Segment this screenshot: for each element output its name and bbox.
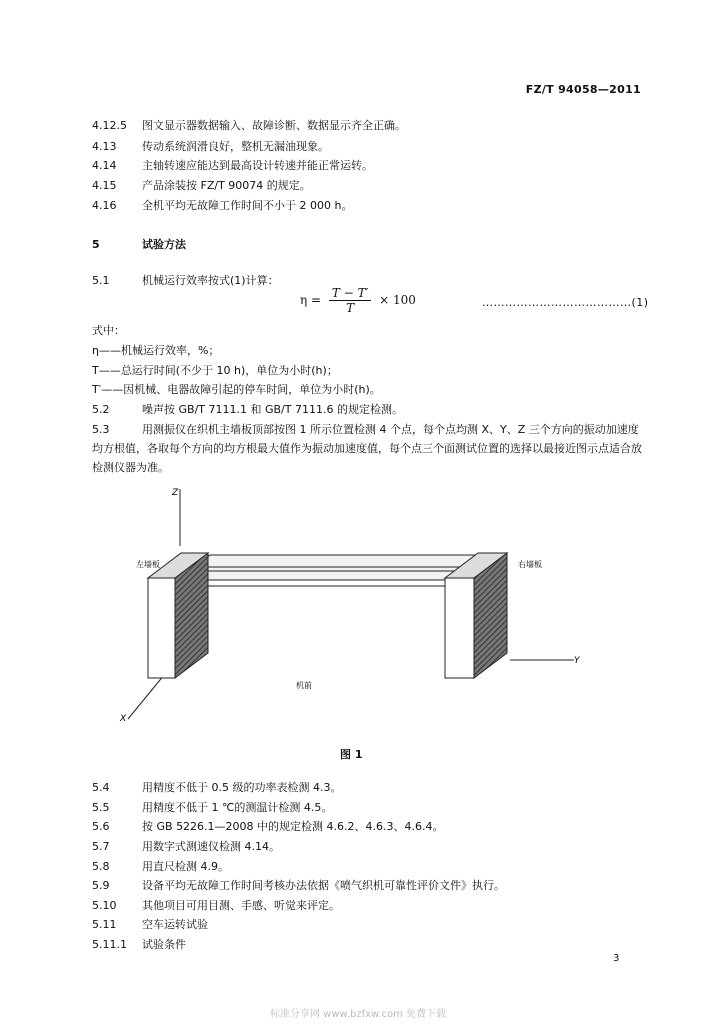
- item-text: 用精度不低于 0.5 级的功率表检测 4.3。: [142, 781, 342, 794]
- list-item: [92, 877, 505, 893]
- where-line: T′——因机械、电器故障引起的停车时间，单位为小时(h)。: [92, 383, 381, 396]
- list-item: [92, 818, 444, 834]
- x-axis-label: X: [120, 714, 127, 724]
- formula-denominator: T: [346, 301, 355, 315]
- where-line: η——机械运行效率，%；: [92, 344, 220, 357]
- item-number: 5.5: [92, 801, 110, 814]
- item-number: 5.1: [92, 274, 110, 287]
- list-item: [92, 838, 280, 854]
- item-number: 4.12.5: [92, 119, 127, 132]
- list-item: [92, 401, 403, 417]
- item-text: 噪声按 GB/T 7111.1 和 GB/T 7111.6 的规定检测。: [142, 403, 403, 416]
- formula: [300, 286, 416, 315]
- list-item: [92, 858, 229, 874]
- figure-loom-diagram: [100, 483, 600, 728]
- list-item: [92, 117, 406, 133]
- item-text: 试验条件: [142, 938, 186, 951]
- formula-lhs: η =: [300, 293, 322, 307]
- item-text: 用精度不低于 1 ℃的测温计检测 4.5。: [142, 801, 333, 814]
- formula-numerator: T − T′: [329, 286, 371, 301]
- paragraph: [92, 420, 644, 477]
- list-item: [92, 936, 186, 952]
- right-panel-label: 右墙板: [518, 560, 542, 569]
- page-number: 3: [613, 953, 620, 964]
- equation-number: …………………………………(1): [482, 296, 649, 309]
- item-number: 4.13: [92, 140, 117, 153]
- list-item: [92, 272, 279, 288]
- section-number: 5: [92, 238, 100, 251]
- item-text: 用测振仪在织机主墙板顶部按图 1 所示位置检测 4 个点，每个点均测 X、Y、Z 三个方向的振动加速度均方根值，各取每个方向的均方根最大值作为振动加速度值，每个点三个面测试位置的选择以最接近图示点适合放检测仪器为准。: [92, 423, 642, 474]
- item-number: 5.7: [92, 840, 110, 853]
- formula-rhs: × 100: [379, 293, 416, 307]
- item-number: 5.4: [92, 781, 110, 794]
- item-number: 4.16: [92, 199, 117, 212]
- list-item: [92, 779, 341, 795]
- item-number: 5.2: [92, 403, 110, 416]
- item-text: 其他项目可用目测、手感、听觉来评定。: [142, 899, 340, 912]
- watermark: 标准分享网 www.bzfxw.com 免费下载: [270, 1009, 446, 1020]
- item-text: 按 GB 5226.1—2008 中的规定检测 4.6.2、4.6.3、4.6.4。: [142, 820, 444, 833]
- list-item: [92, 197, 352, 213]
- list-item: [92, 157, 373, 173]
- left-panel-front: [148, 578, 175, 678]
- figure-caption: 图 1: [340, 748, 363, 761]
- machine-front-label: 机前: [296, 681, 312, 690]
- item-text: 机械运行效率按式(1)计算：: [142, 274, 279, 287]
- item-number: 5.9: [92, 879, 110, 892]
- document-code: FZ/T 94058—2011: [525, 83, 641, 96]
- section-heading: [92, 236, 186, 252]
- list-item: [92, 897, 340, 913]
- z-axis-label: Z: [172, 488, 179, 498]
- item-text: 产品涂装按 FZ/T 90074 的规定。: [142, 179, 311, 192]
- top-beam-front: [180, 580, 468, 586]
- list-item: [92, 138, 329, 154]
- item-number: 5.10: [92, 899, 117, 912]
- item-text: 主轴转速应能达到最高设计转速并能正常运转。: [142, 159, 373, 172]
- list-item: [92, 799, 332, 815]
- item-text: 全机平均无故障工作时间不小于 2 000 h。: [142, 199, 353, 212]
- y-axis-label: Y: [574, 656, 580, 666]
- item-number: 5.3: [92, 423, 110, 436]
- item-text: 用直尺检测 4.9。: [142, 860, 229, 873]
- list-item: [92, 916, 208, 932]
- item-number: 5.11: [92, 918, 117, 931]
- item-number: 5.8: [92, 860, 110, 873]
- list-item: [92, 177, 311, 193]
- item-text: 设备平均无故障工作时间考核办法依据《喷气织机可靠性评价文件》执行。: [142, 879, 505, 892]
- item-number: 5.6: [92, 820, 110, 833]
- item-text: 传动系统润滑良好，整机无漏油现象。: [142, 140, 329, 153]
- where-line: T——总运行时间(不少于 10 h)，单位为小时(h)；: [92, 364, 338, 377]
- formula-fraction: [329, 286, 371, 315]
- item-text: 用数字式测速仪检测 4.14。: [142, 840, 280, 853]
- item-number: 5.11.1: [92, 938, 127, 951]
- right-panel-front: [445, 578, 474, 678]
- section-title: 试验方法: [142, 238, 186, 251]
- where-label: 式中：: [92, 324, 125, 337]
- item-number: 4.14: [92, 159, 117, 172]
- item-text: 图文显示器数据输入、故障诊断、数据显示齐全正确。: [142, 119, 406, 132]
- item-text: 空车运转试验: [142, 918, 208, 931]
- left-panel-label: 左墙板: [136, 560, 160, 569]
- item-number: 4.15: [92, 179, 117, 192]
